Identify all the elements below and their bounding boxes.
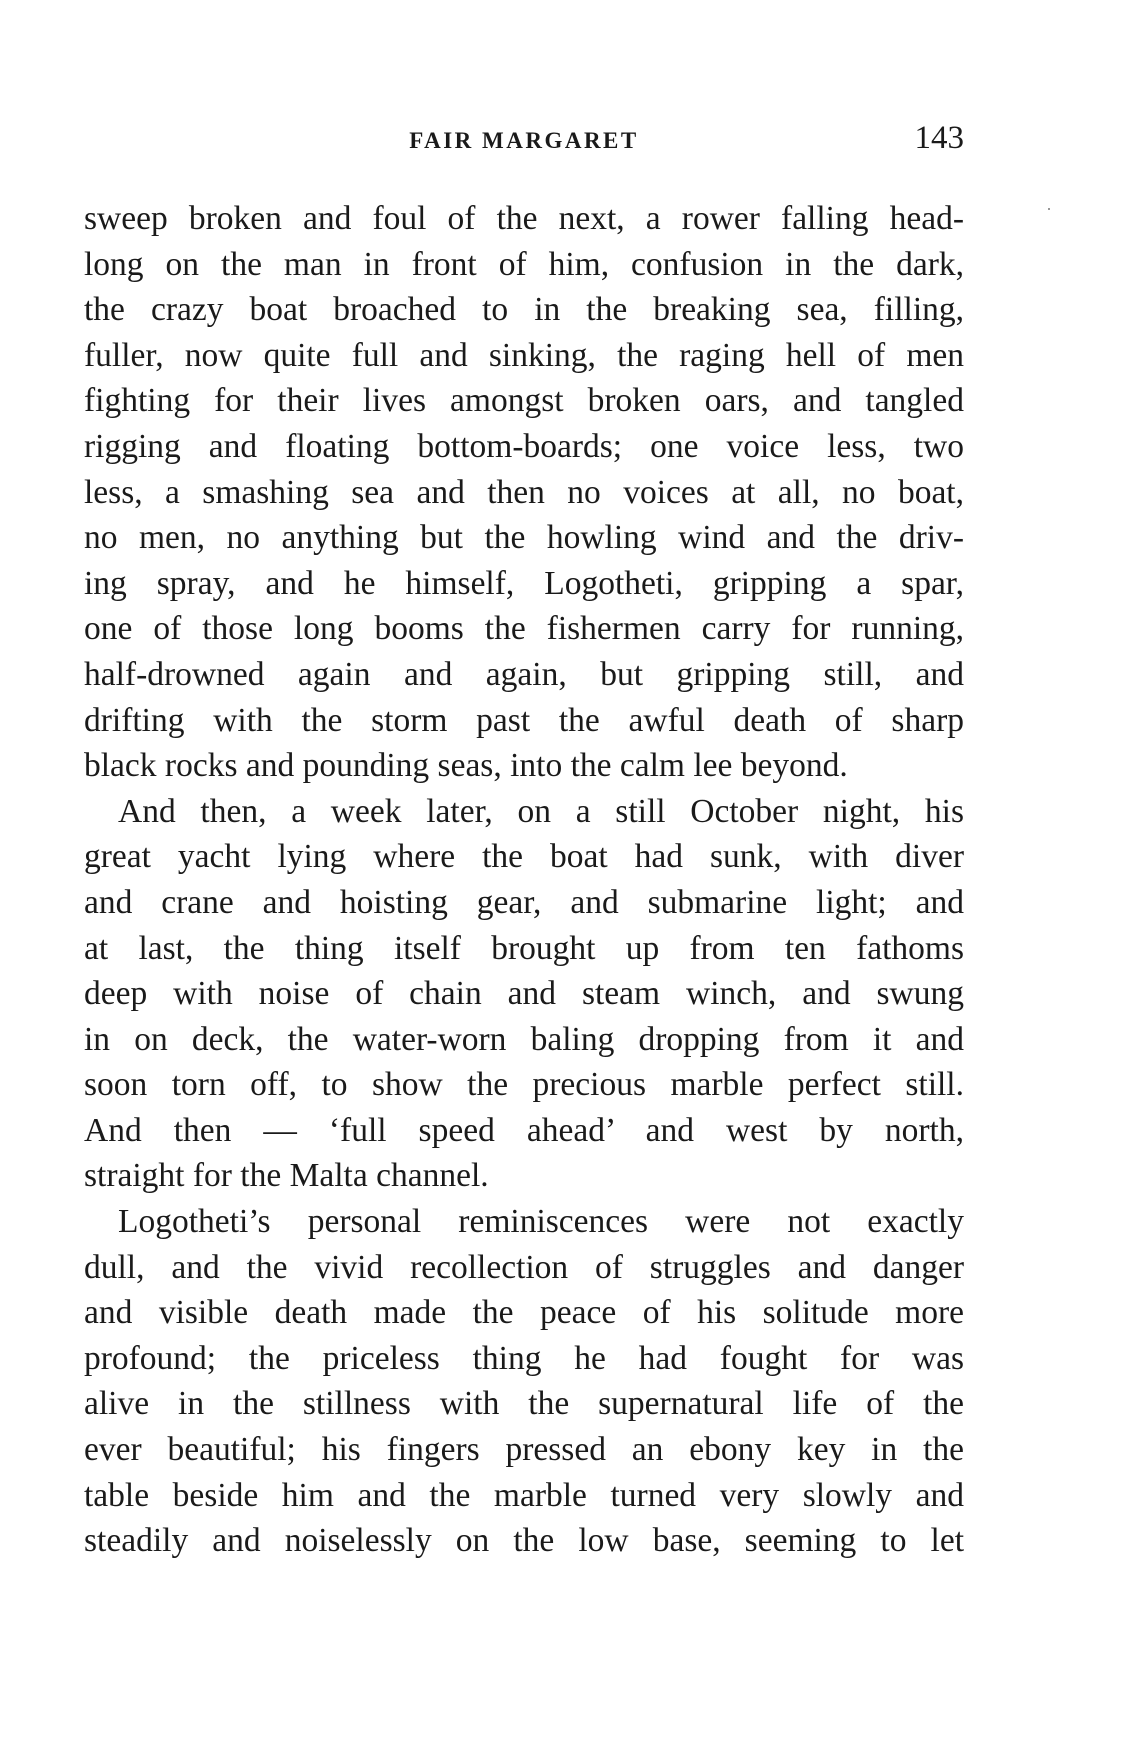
text-line: And then, a week later, on a still October night, his — [118, 792, 964, 830]
print-speck — [1048, 208, 1050, 210]
text-line: dull, and the vivid recollection of struggles and danger — [84, 1248, 964, 1286]
page-number: 143 — [914, 120, 964, 156]
text-line: no men, no anything but the howling wind and the driv- — [84, 519, 964, 557]
running-head — [84, 118, 964, 166]
text-line: steadily and noiselessly on the low base, seeming to let — [84, 1522, 964, 1560]
text-line: long on the man in front of him, confusion in the dark, — [84, 245, 964, 283]
text-line: and visible death made the peace of his solitude more — [84, 1294, 964, 1332]
text-line: drifting with the storm past the awful death of sharp — [84, 701, 964, 739]
text-line: half-drowned again and again, but gripping still, and — [84, 655, 964, 693]
text-line: sweep broken and foul of the next, a rower falling head- — [84, 200, 964, 237]
text-line: ever beautiful; his fingers pressed an ebony key in the — [84, 1431, 964, 1469]
text-line: soon torn off, to show the precious marble perfect still. — [84, 1066, 964, 1104]
text-line: less, a smashing sea and then no voices at all, no boat, — [84, 473, 964, 511]
text-line: black rocks and pounding seas, into the calm lee beyond. — [84, 747, 848, 785]
text-line: Logotheti’s personal reminiscences were not exactly — [118, 1203, 964, 1241]
running-title: FAIR MARGARET — [409, 128, 639, 153]
text-line: great yacht lying where the boat had sunk, with diver — [84, 838, 964, 876]
text-line: fuller, now quite full and sinking, the raging hell of men — [84, 336, 964, 374]
text-line: at last, the thing itself brought up from ten fathoms — [84, 929, 964, 967]
text-line: and crane and hoisting gear, and submarine light; and — [84, 883, 964, 921]
text-line: alive in the stillness with the supernatural life of the — [84, 1385, 964, 1423]
text-line: fighting for their lives amongst broken oars, and tangled — [84, 382, 964, 420]
paragraph-3 — [84, 1199, 964, 1564]
paragraph-2 — [84, 789, 964, 1199]
text-line: straight for the Malta channel. — [84, 1157, 489, 1195]
text-line: rigging and floating bottom-boards; one voice less, two — [84, 427, 964, 465]
text-line: And then — ‘full speed ahead’ and west by north, — [84, 1111, 964, 1149]
text-line: in on deck, the water-worn baling dropping from it and — [84, 1020, 964, 1058]
text-line: table beside him and the marble turned very slowly and — [84, 1476, 964, 1514]
text-line: the crazy boat broached to in the breaking sea, filling, — [84, 291, 964, 329]
body-text — [84, 196, 964, 1564]
text-line: ing spray, and he himself, Logotheti, gripping a spar, — [84, 564, 964, 602]
text-line: deep with noise of chain and steam winch, and swung — [84, 975, 964, 1013]
paragraph-1 — [84, 196, 964, 789]
text-line: one of those long booms the fishermen carry for running, — [84, 610, 964, 648]
text-line: profound; the priceless thing he had fought for was — [84, 1339, 964, 1377]
